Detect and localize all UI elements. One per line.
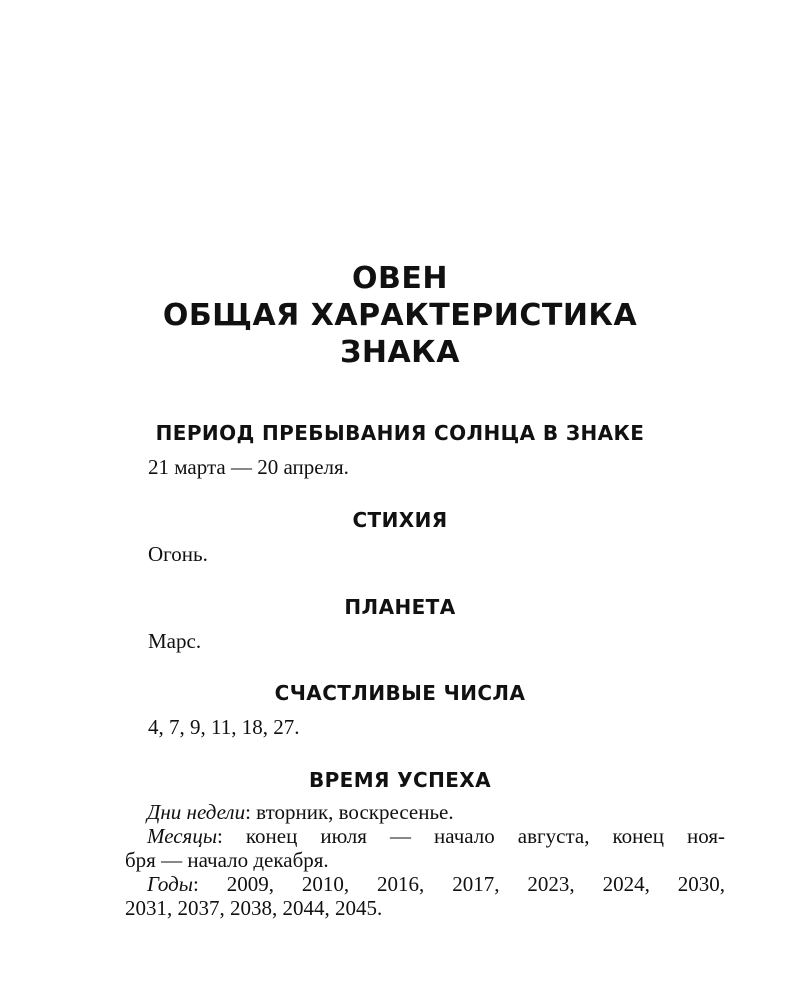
title-line-sign: ОВЕН: [352, 261, 448, 296]
chapter-title: [100, 260, 700, 371]
success-time-body: [125, 800, 725, 920]
months-line-1: [125, 824, 725, 848]
years-text-1: : 2009, 2010, 2016, 2017, 2023, 2024, 2030,: [192, 872, 725, 896]
months-line-2: бря — начало декабря.: [125, 848, 329, 872]
months-text-1: : конец июля — начало августа, конец ноя-: [217, 824, 725, 848]
days-text: : вторник, воскресенье.: [245, 800, 454, 824]
lucky-numbers-text: 4, 7, 9, 11, 18, 27.: [148, 715, 300, 739]
period-text: 21 марта — 20 апреля.: [148, 455, 349, 479]
years-line-2: 2031, 2037, 2038, 2044, 2045.: [125, 896, 383, 920]
element-heading: СТИХИЯ: [352, 508, 448, 532]
title-line-sign-word: ЗНАКА: [340, 335, 460, 370]
lucky-numbers-heading: СЧАСТЛИВЫЕ ЧИСЛА: [274, 681, 526, 705]
years-line-1: [125, 872, 725, 896]
days-line: [125, 800, 725, 824]
planet-heading: ПЛАНЕТА: [344, 595, 456, 619]
planet-text: Марс.: [148, 629, 202, 653]
period-heading: ПЕРИОД ПРЕБЫВАНИЯ СОЛНЦА В ЗНАКЕ: [155, 421, 645, 445]
success-time-heading: ВРЕМЯ УСПЕХА: [308, 768, 492, 792]
years-label: Годы: [147, 872, 193, 896]
title-line-general: ОБЩАЯ ХАРАКТЕРИСТИКА: [162, 298, 638, 333]
element-text: Огонь.: [148, 542, 208, 566]
days-label: Дни недели: [147, 800, 246, 824]
months-label: Месяцы: [147, 824, 218, 848]
